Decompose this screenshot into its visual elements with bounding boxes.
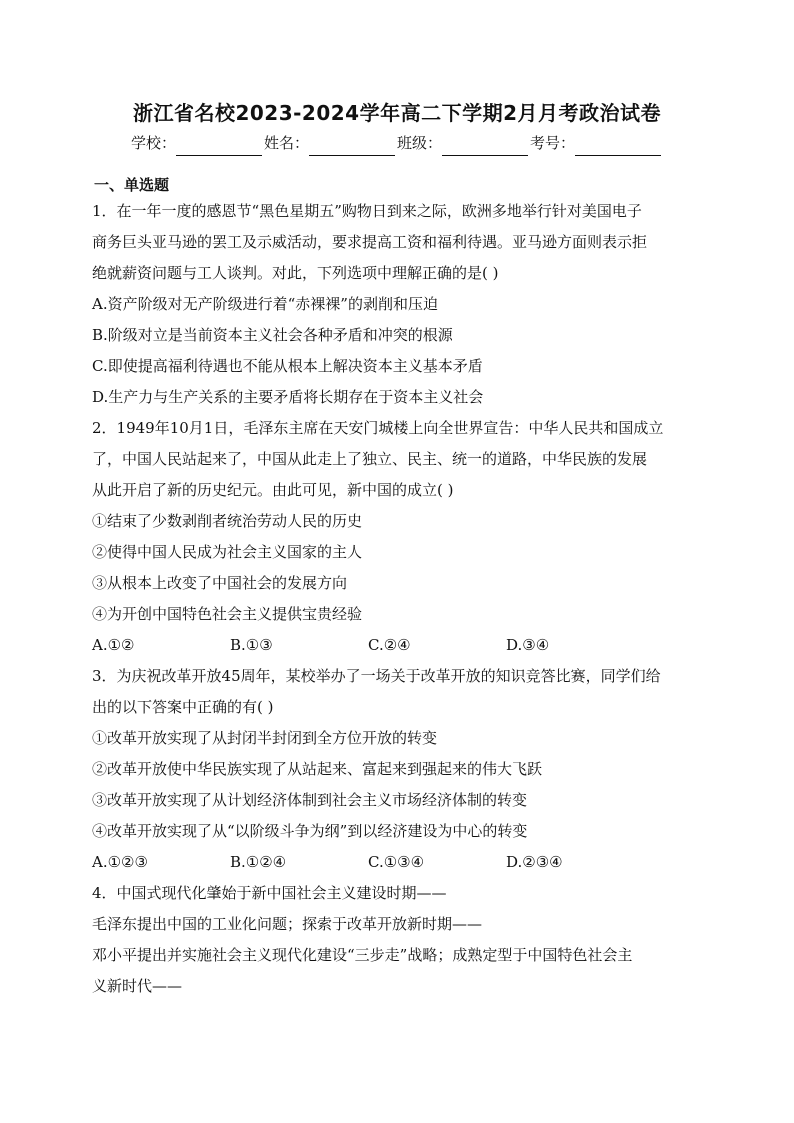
section-title: 一、单选题 bbox=[94, 176, 170, 194]
question-stem-line: 2．1949年10月1日，毛泽东主席在天安门城楼上向全世界宣告：中华人民共和国成立 bbox=[92, 419, 664, 437]
option-d: D.③④ bbox=[506, 636, 550, 654]
question-2 bbox=[92, 413, 702, 661]
answer-choice-c: C.即使提高福利待遇也不能从根本上解决资本主义基本矛盾 bbox=[92, 357, 483, 375]
question-stem-line: 1．在一年一度的感恩节“黑色星期五”购物日到来之际，欧洲多地举行针对美国电子 bbox=[92, 202, 642, 220]
statement-item: ①结束了少数剥削者统治劳动人民的历史 bbox=[92, 512, 363, 530]
statement-item: ②改革开放使中华民族实现了从站起来、富起来到强起来的伟大飞跃 bbox=[92, 760, 543, 778]
class-label: 班级： bbox=[397, 134, 443, 152]
question-stem-line: 出的以下答案中正确的有( ) bbox=[92, 698, 274, 716]
name-field bbox=[264, 130, 397, 156]
exam-number-label: 考号： bbox=[530, 134, 576, 152]
statement-item: ②使得中国人民成为社会主义国家的主人 bbox=[92, 543, 363, 561]
question-stem-line: 3．为庆祝改革开放45周年，某校举办了一场关于改革开放的知识竞答比赛，同学们给 bbox=[92, 667, 661, 685]
question-stem-line: 邓小平提出并实施社会主义现代化建设“三步走”战略；成熟定型于中国特色社会主 bbox=[92, 946, 633, 964]
exam-number-field bbox=[530, 130, 663, 156]
student-info-row bbox=[92, 130, 702, 156]
statement-item: ③改革开放实现了从计划经济体制到社会主义市场经济体制的转变 bbox=[92, 791, 528, 809]
statement-item: ④改革开放实现了从“以阶级斗争为纲”到以经济建设为中心的转变 bbox=[92, 822, 528, 840]
options-row bbox=[92, 630, 702, 661]
question-4 bbox=[92, 878, 702, 1002]
question-stem-line: 毛泽东提出中国的工业化问题；探索于改革开放新时期—— bbox=[92, 915, 483, 933]
option-b: B.①③ bbox=[230, 636, 273, 654]
question-stem-line: 了，中国人民站起来了，中国从此走上了独立、民主、统一的道路，中华民族的发展 bbox=[92, 450, 648, 468]
option-c: C.①③④ bbox=[368, 853, 425, 871]
class-field bbox=[397, 130, 530, 156]
school-label: 学校： bbox=[130, 134, 176, 152]
option-a: A.①②③ bbox=[92, 853, 148, 871]
question-stem-line: 从此开启了新的历史纪元。由此可见，新中国的成立( ) bbox=[92, 481, 454, 499]
question-stem-line: 义新时代—— bbox=[92, 977, 183, 995]
question-stem-line: 商务巨头亚马逊的罢工及示威活动，要求提高工资和福利待遇。亚马逊方面则表示拒 bbox=[92, 233, 648, 251]
answer-choice-d: D.生产力与生产关系的主要矛盾将长期存在于资本主义社会 bbox=[92, 388, 484, 406]
question-stem-line: 4．中国式现代化肇始于新中国社会主义建设时期—— bbox=[92, 884, 447, 902]
class-blank[interactable] bbox=[442, 137, 528, 156]
name-blank[interactable] bbox=[309, 137, 395, 156]
option-a: A.①② bbox=[92, 636, 135, 654]
exam-number-blank[interactable] bbox=[575, 137, 661, 156]
name-label: 姓名： bbox=[263, 134, 309, 152]
option-b: B.①②④ bbox=[230, 853, 287, 871]
option-c: C.②④ bbox=[368, 636, 411, 654]
question-3 bbox=[92, 661, 702, 878]
question-stem-line: 绝就薪资问题与工人谈判。对此，下列选项中理解正确的是( ) bbox=[92, 264, 499, 282]
school-field bbox=[131, 130, 264, 156]
statement-item: ①改革开放实现了从封闭半封闭到全方位开放的转变 bbox=[92, 729, 438, 747]
options-row bbox=[92, 847, 702, 878]
statement-item: ③从根本上改变了中国社会的发展方向 bbox=[92, 574, 348, 592]
option-d: D.②③④ bbox=[506, 853, 563, 871]
statement-item: ④为开创中国特色社会主义提供宝贵经验 bbox=[92, 605, 363, 623]
school-blank[interactable] bbox=[176, 137, 262, 156]
answer-choice-a: A.资产阶级对无产阶级进行着“赤裸裸”的剥削和压迫 bbox=[92, 295, 438, 313]
question-1 bbox=[92, 196, 702, 413]
exam-title: 浙江省名校2023-2024学年高二下学期2月月考政治试卷 bbox=[132, 101, 662, 125]
answer-choice-b: B.阶级对立是当前资本主义社会各种矛盾和冲突的根源 bbox=[92, 326, 453, 344]
